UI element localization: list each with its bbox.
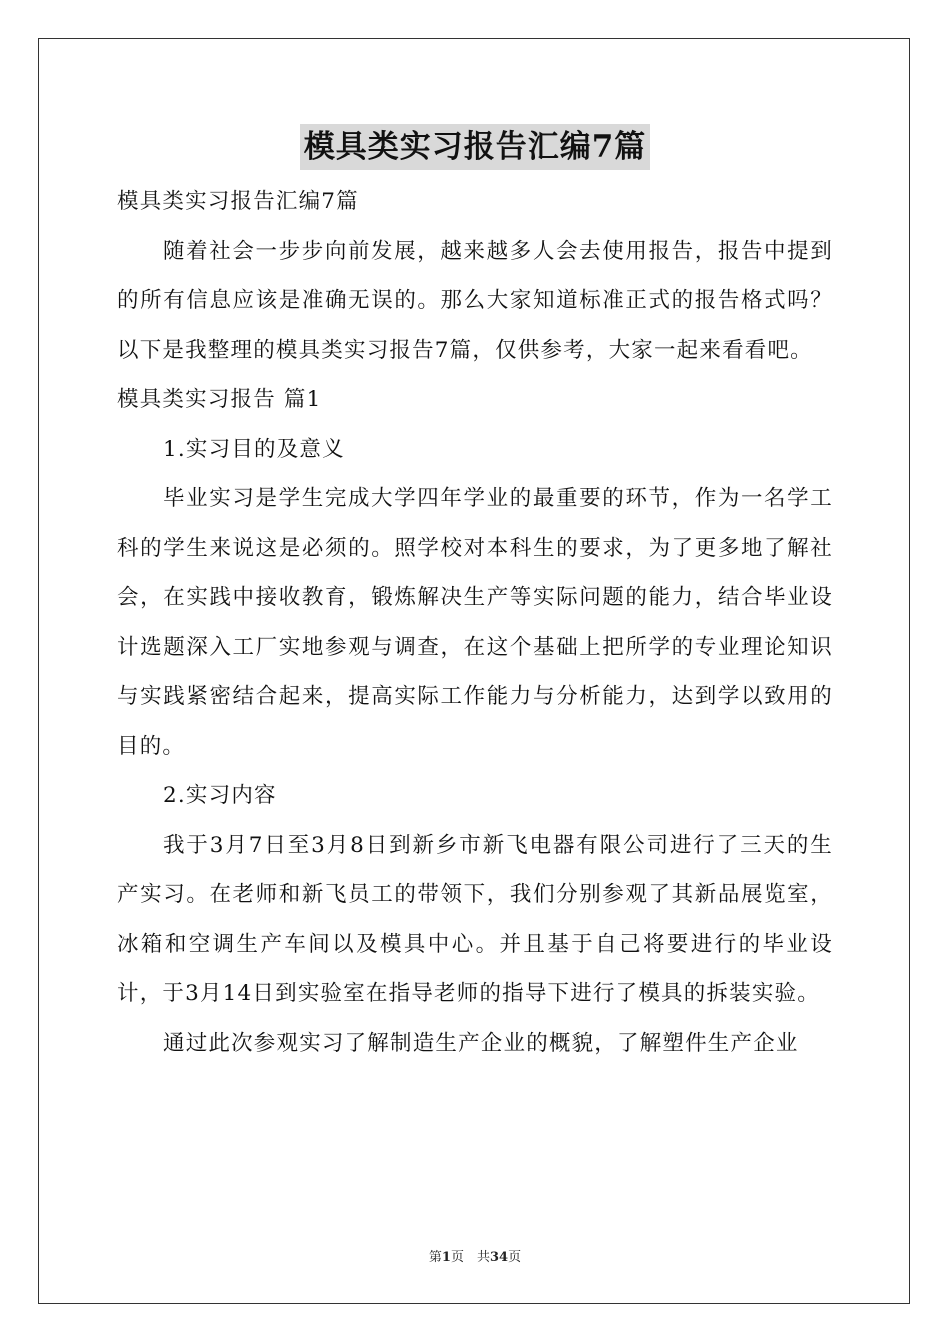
footer-suffix: 页 <box>508 1250 522 1265</box>
title-container <box>0 124 950 170</box>
intro-paragraph: 随着社会一步步向前发展，越来越多人会去使用报告，报告中提到的所有信息应该是准确无误的。那么大家知道标准正式的报告格式吗？以下是我整理的模具类实习报告7篇，仅供参考，大家一起来看看吧。 <box>117 238 833 363</box>
document-title: 模具类实习报告汇编7篇 <box>300 124 651 170</box>
subtitle-line: 模具类实习报告汇编7篇 <box>117 189 359 214</box>
total-pages-number: 34 <box>489 1250 509 1265</box>
body-paragraph: 通过此次参观实习了解制造生产企业的概貌，了解塑件生产企业 <box>163 1030 799 1056</box>
body-paragraph: 毕业实习是学生完成大学四年学业的最重要的环节，作为一名学工科的学生来说这是必须的。照学校对本科生的要求，为了更多地了解社会，在实践中接收教育，锻炼解决生产等实际问题的能力，结合毕业设计选题深入工厂实地参观与调查，在这个基础上把所学的专业理论知识与实践紧密结合起来，提高实际工作能力与分析能力，达到学以致用的目的。 <box>117 486 833 759</box>
footer-prefix: 第 <box>428 1250 442 1265</box>
subheading-content: 2.实习内容 <box>163 783 277 808</box>
document-body <box>117 177 833 1068</box>
body-paragraph: 我于3月7日至3月8日到新乡市新飞电器有限公司进行了三天的生产实习。在老师和新飞员工的带领下，我们分别参观了其新品展览室，冰箱和空调生产车间以及模具中心。并且基于自己将要进行的毕业设计，于3月14日到实验室在指导老师的指导下进行了模具的拆装实验。 <box>117 832 833 1006</box>
current-page-number: 1 <box>441 1250 451 1265</box>
footer-middle: 页 共 <box>450 1250 490 1265</box>
subheading-purpose: 1.实习目的及意义 <box>163 436 345 462</box>
section-heading: 模具类实习报告 篇1 <box>117 387 322 412</box>
page-footer <box>0 1246 950 1265</box>
